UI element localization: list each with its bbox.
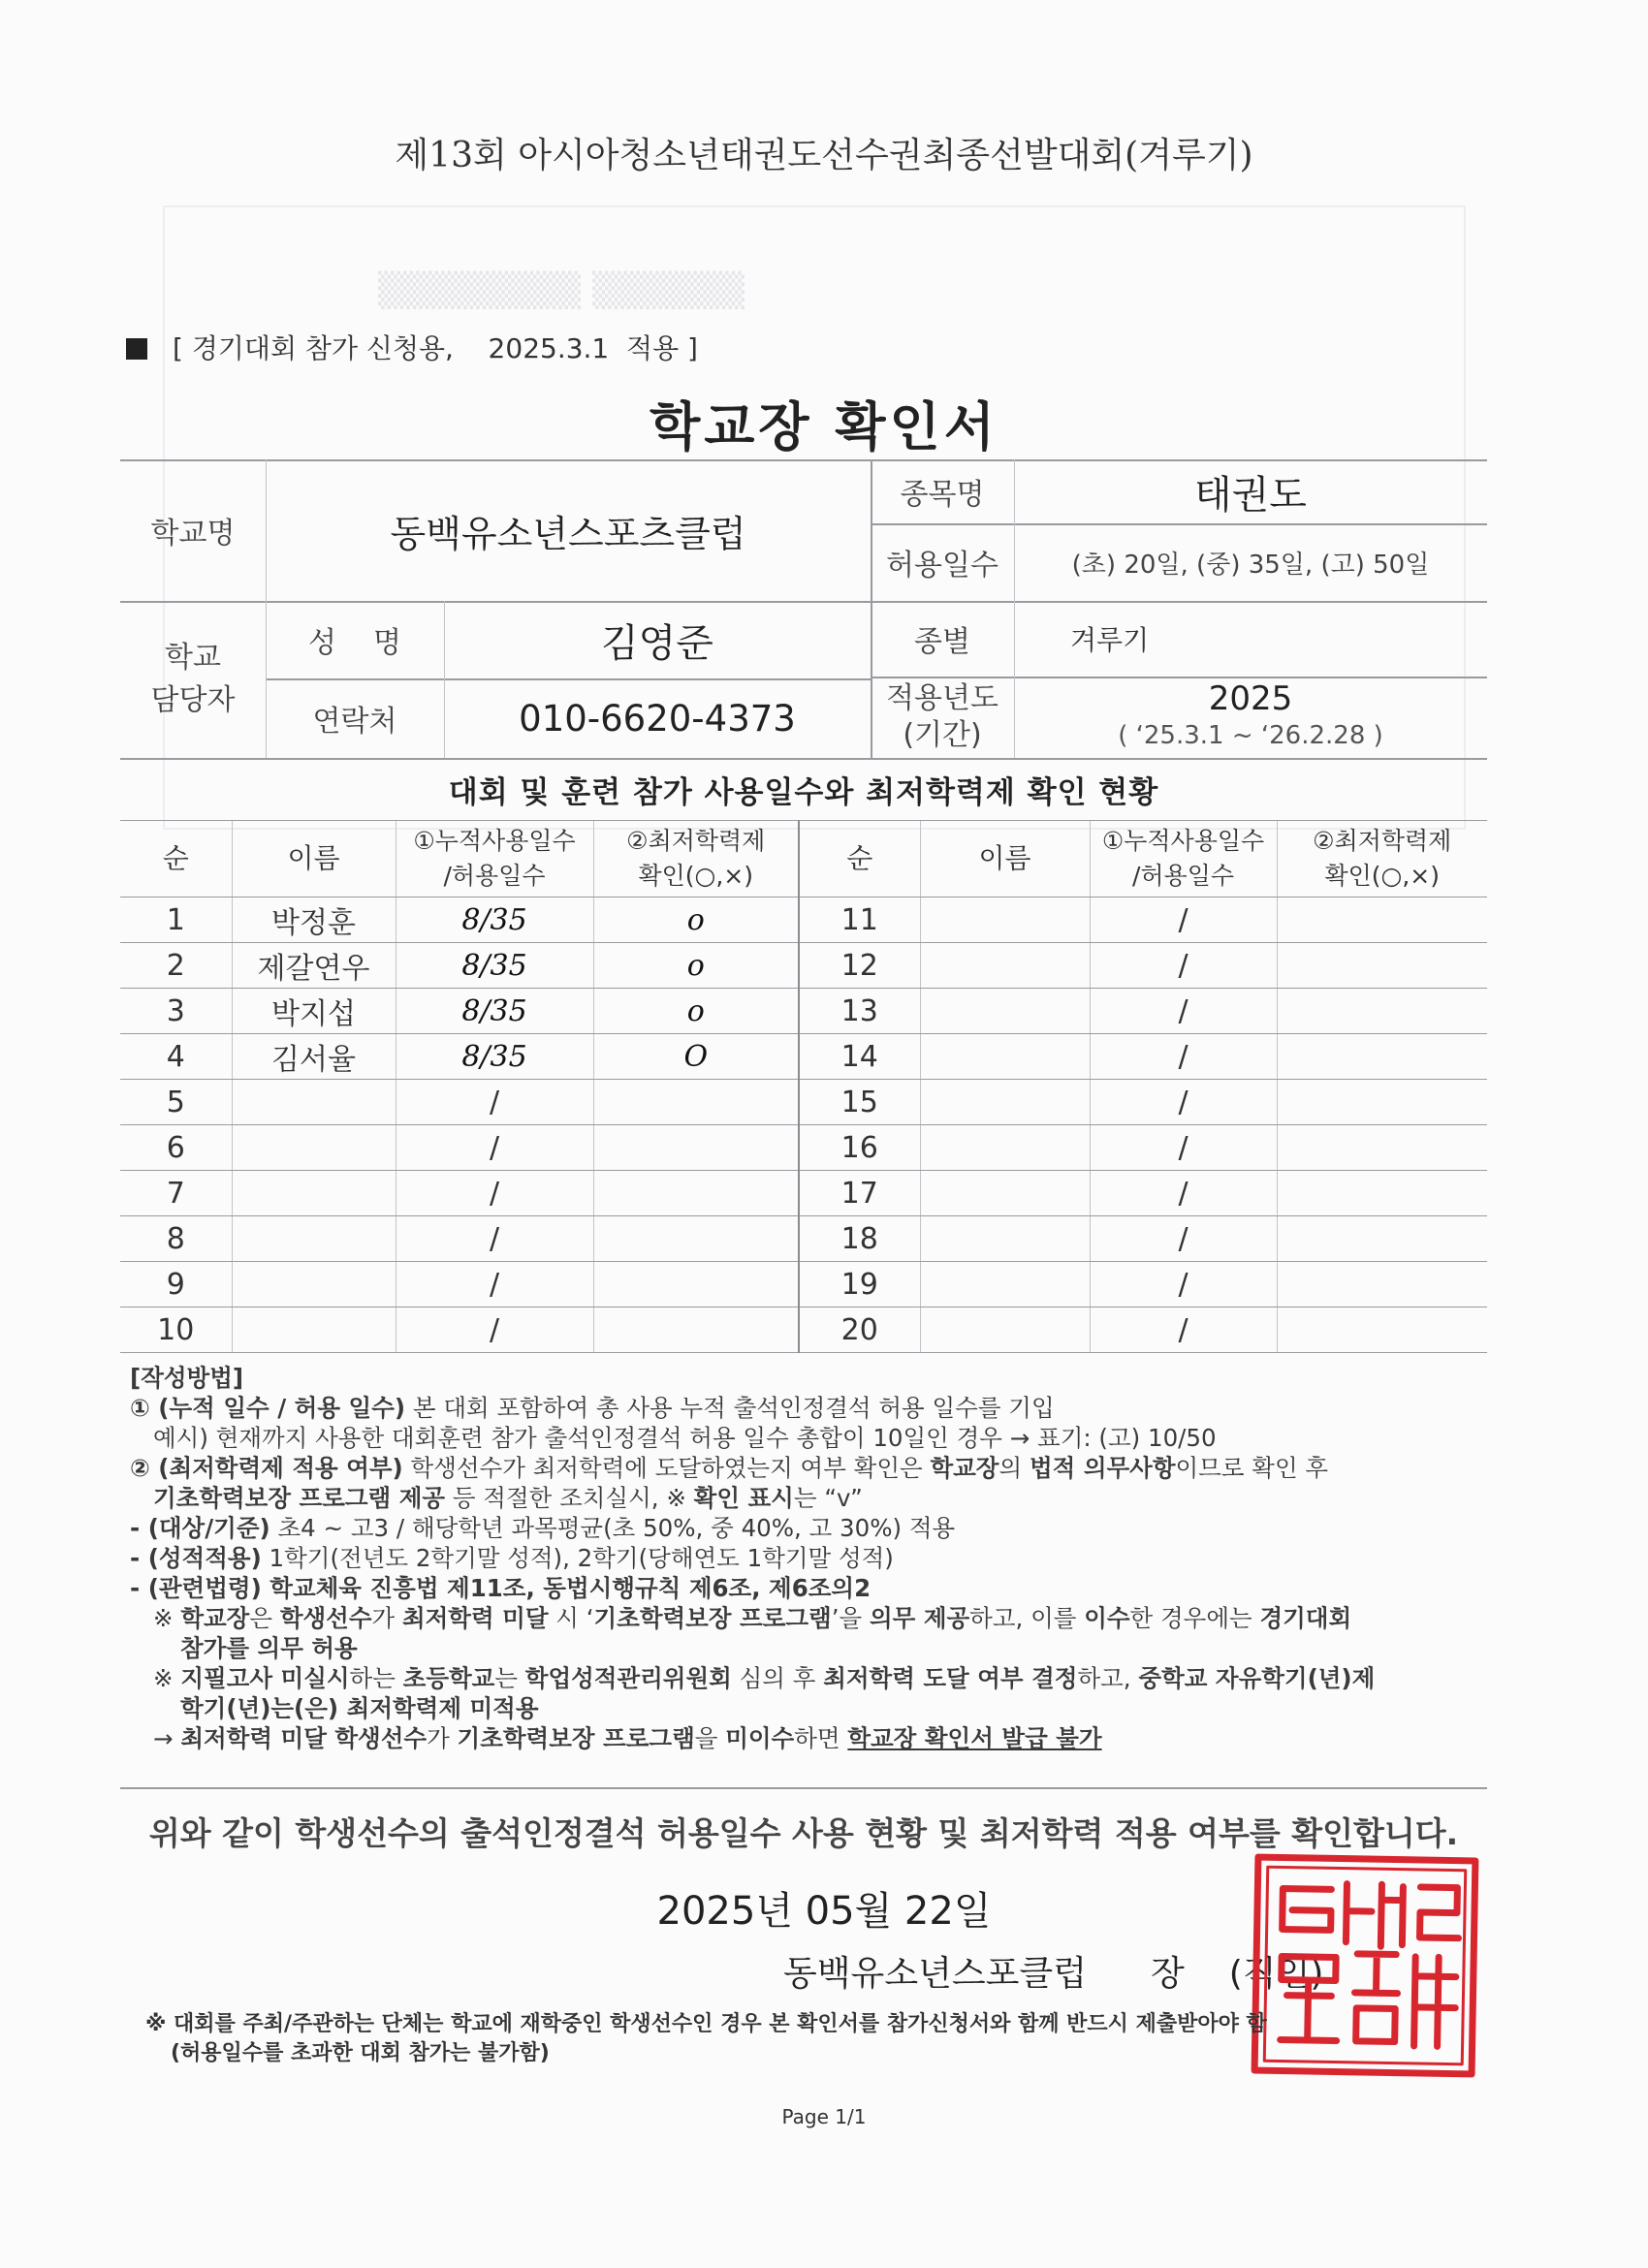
instruction-bold: 학업성적관리위원회 — [524, 1664, 732, 1692]
instruction-text: 이므로 확인 후 — [1175, 1454, 1329, 1482]
header-days-right-line-1: ①누적사용일수 — [1101, 827, 1265, 855]
row-number-right: 12 — [799, 943, 920, 989]
instruction-bold: 학생선수 — [279, 1604, 372, 1632]
instruction-bold: 학교체육 진흥법 제11조, 동법시행규칙 제6조, 제6조의2 — [261, 1574, 872, 1602]
row-number: 8 — [120, 1216, 232, 1262]
row-name-right — [920, 898, 1090, 943]
row-number-right: 14 — [799, 1034, 920, 1080]
instruction-text: 는 “v” — [793, 1484, 863, 1512]
seal-label: (직인) — [1228, 1954, 1324, 1994]
row-days-right: / — [1090, 943, 1277, 989]
instruction-bold: 중학교 자유학기(년)제 — [1138, 1664, 1376, 1692]
instruction-text: 는 — [494, 1664, 525, 1692]
row-check — [593, 1307, 799, 1353]
row-check: O — [593, 1034, 799, 1080]
row-name: 제갈연우 — [232, 943, 396, 989]
row-check-right — [1277, 1034, 1487, 1080]
instruction-text: ※ — [153, 1664, 181, 1692]
instruction-bold: - (성적적용) — [130, 1544, 262, 1572]
instruction-line-9: 참가를 의무 허용 — [180, 1634, 358, 1662]
row-days: / — [396, 1171, 593, 1216]
instruction-text: 하고, — [1077, 1664, 1139, 1692]
instruction-text: 은 — [249, 1604, 280, 1632]
instruction-text: 학생선수가 최저학력에 도달하였는지 여부 확인은 — [402, 1454, 931, 1482]
row-check-right — [1277, 1171, 1487, 1216]
sport-value: 태권도 — [1194, 472, 1307, 518]
row-number-right: 19 — [799, 1262, 920, 1307]
roster-header-row — [120, 821, 1487, 898]
form-note — [126, 328, 698, 366]
row-check-right — [1277, 1262, 1487, 1307]
row-name-right — [920, 1080, 1090, 1125]
row-check-right — [1277, 989, 1487, 1034]
instruction-bold: 기초학력보장 프로그램 — [593, 1604, 832, 1632]
row-number: 2 — [120, 943, 232, 989]
row-days: / — [396, 1125, 593, 1171]
year-label — [871, 677, 1014, 758]
instruction-line-6 — [130, 1543, 1487, 1573]
header-days-right-line-2: /허용일수 — [1131, 862, 1235, 890]
school-label: 학교명 — [150, 517, 236, 551]
table-row — [120, 1171, 1487, 1216]
header-name: 이름 — [232, 821, 396, 898]
row-number-right: 13 — [799, 989, 920, 1034]
issue-date: 2025년 05월 22일 — [656, 1889, 992, 1934]
row-name-right — [920, 1262, 1090, 1307]
row-days: / — [396, 1080, 593, 1125]
row-days-right: / — [1090, 1307, 1277, 1353]
signer-org: 동백유소년스포클럽 — [783, 1954, 1087, 1994]
row-check: o — [593, 943, 799, 989]
row-name — [232, 1125, 396, 1171]
instruction-bold: 학교장 — [180, 1604, 250, 1632]
table-row — [120, 1125, 1487, 1171]
row-name-right — [920, 1216, 1090, 1262]
row-name-right — [920, 1034, 1090, 1080]
row-name-right — [920, 1171, 1090, 1216]
contact-value: 010-6620-4373 — [519, 697, 796, 740]
instruction-line-1 — [130, 1393, 1487, 1423]
instruction-bold: 의무 제공 — [869, 1604, 970, 1632]
table-row — [120, 1080, 1487, 1125]
instruction-text: 의 — [998, 1454, 1030, 1482]
row-check — [593, 1125, 799, 1171]
row-number-right: 15 — [799, 1080, 920, 1125]
table-row — [120, 1216, 1487, 1262]
instruction-text: 을 — [694, 1724, 726, 1752]
header-days-line-1: ①누적사용일수 — [413, 827, 576, 855]
row-name — [232, 1171, 396, 1216]
square-bullet-icon — [126, 338, 147, 360]
instruction-bold: ① (누적 일수 / 허용 일수) — [130, 1394, 406, 1422]
period-value: ( ‘25.3.1 ~ ‘26.2.28 ) — [1118, 721, 1383, 750]
instruction-bold: 이수 — [1084, 1604, 1130, 1632]
instruction-line-4 — [130, 1483, 1487, 1513]
sport-label: 종목명 — [900, 478, 985, 512]
row-number-right: 20 — [799, 1307, 920, 1353]
instructions-divider — [120, 1787, 1487, 1789]
instruction-text: → — [153, 1724, 181, 1752]
row-name — [232, 1262, 396, 1307]
instruction-bold: 최저학력 미달 학생선수 — [180, 1724, 428, 1752]
row-days: / — [396, 1307, 593, 1353]
instruction-bold: 초등학교 — [402, 1664, 495, 1692]
header-no-right: 순 — [799, 821, 920, 898]
row-check — [593, 1216, 799, 1262]
row-days-right: / — [1090, 1034, 1277, 1080]
instruction-text: 시 ‘ — [548, 1604, 594, 1632]
manager-label-line-1: 학교 — [165, 641, 221, 675]
row-days: / — [396, 1216, 593, 1262]
row-check-right — [1277, 1216, 1487, 1262]
row-number: 5 — [120, 1080, 232, 1125]
table-row — [120, 1262, 1487, 1307]
row-name: 박정훈 — [232, 898, 396, 943]
table-row — [120, 943, 1487, 989]
row-days-right: / — [1090, 1171, 1277, 1216]
bleed-through-text: ▒▒▒▒▒▒▒▒ ▒▒▒▒▒▒ — [378, 271, 745, 310]
table-row — [120, 1034, 1487, 1080]
year-value-block — [1014, 677, 1487, 758]
instruction-line-11: 학기(년)는(은) 최저학력제 미적용 — [180, 1694, 539, 1722]
instruction-text: 본 대회 포함하여 총 사용 누적 출석인정결석 허용 일수를 기입 — [405, 1394, 1055, 1422]
row-name — [232, 1307, 396, 1353]
instruction-bold: 최저학력 미달 — [401, 1604, 549, 1632]
row-number: 1 — [120, 898, 232, 943]
row-days-right: / — [1090, 1216, 1277, 1262]
row-days: 8/35 — [396, 989, 593, 1034]
instruction-line-8 — [130, 1603, 1487, 1633]
signer-block — [783, 1946, 1323, 1996]
instruction-bold: 확인 표시 — [693, 1484, 794, 1512]
row-check — [593, 1080, 799, 1125]
row-check-right — [1277, 1307, 1487, 1353]
roster-table — [120, 820, 1487, 1353]
name-label: 성 명 — [307, 626, 402, 660]
row-days-right: / — [1090, 1080, 1277, 1125]
contact-label: 연락처 — [312, 705, 397, 739]
row-check-right — [1277, 943, 1487, 989]
row-check — [593, 1262, 799, 1307]
row-days: 8/35 — [396, 943, 593, 989]
instruction-line-3 — [130, 1453, 1487, 1483]
row-number-right: 11 — [799, 898, 920, 943]
row-name-right — [920, 1125, 1090, 1171]
header-check-line-1: ②최저학력제 — [626, 827, 766, 855]
roster-title: 대회 및 훈련 참가 사용일수와 최저학력제 확인 현황 — [448, 775, 1159, 810]
form-note-text: [ 경기대회 참가 신청용, 2025.3.1 적용 ] — [173, 332, 698, 364]
row-days-right: / — [1090, 1125, 1277, 1171]
row-check: o — [593, 989, 799, 1034]
instructions-heading: [작성방법] — [130, 1364, 244, 1392]
row-number: 9 — [120, 1262, 232, 1307]
instruction-text: 하는 — [349, 1664, 403, 1692]
instruction-line-5 — [130, 1513, 1487, 1543]
footnote — [145, 2010, 1483, 2068]
header-check-right-line-2: 확인(○,×) — [1324, 862, 1440, 890]
footnote-line-1: ※ 대회를 주최/주관하는 단체는 학교에 재학중인 학생선수인 경우 본 확인서를 참가신청서와 함께 반드시 제출받아야 함 — [145, 2012, 1267, 2036]
table-row — [120, 989, 1487, 1034]
row-name — [232, 1080, 396, 1125]
row-name-right — [920, 943, 1090, 989]
manager-label-line-2: 담당자 — [150, 683, 236, 717]
instruction-text: 한 경우에는 — [1129, 1604, 1260, 1632]
instruction-bold: 지필고사 미실시 — [180, 1664, 350, 1692]
row-days: / — [396, 1262, 593, 1307]
row-number: 7 — [120, 1171, 232, 1216]
instruction-text: 1학기(전년도 2학기말 성적), 2학기(당해연도 1학기말 성적) — [261, 1544, 894, 1572]
instruction-text: 하면 — [794, 1724, 848, 1752]
instruction-line-10 — [130, 1663, 1487, 1693]
instruction-text: 가 — [371, 1604, 402, 1632]
row-name-right — [920, 1307, 1090, 1353]
footnote-line-2: (허용일수를 초과한 대회 참가는 불가함) — [171, 2041, 550, 2065]
header-check-line-2: 확인(○,×) — [638, 862, 753, 890]
header-check-right — [1277, 821, 1487, 898]
instruction-bold: 기초학력보장 프로그램 — [457, 1724, 695, 1752]
row-check-right — [1277, 1080, 1487, 1125]
instruction-text: 심의 후 — [731, 1664, 824, 1692]
manager-label — [120, 601, 266, 758]
school-name: 동백유소년스포츠클럽 — [390, 512, 746, 555]
instruction-text: 가 — [427, 1724, 458, 1752]
row-days-right: / — [1090, 898, 1277, 943]
row-days-right: / — [1090, 989, 1277, 1034]
allowed-days-label: 허용일수 — [886, 549, 998, 583]
row-number: 4 — [120, 1034, 232, 1080]
row-check-right — [1277, 1125, 1487, 1171]
signer-rank: 장 — [1150, 1954, 1185, 1994]
instruction-bold: ② (최저학력제 적용 여부) — [130, 1454, 403, 1482]
instruction-bold: 학교장 — [930, 1454, 999, 1482]
row-check — [593, 1171, 799, 1216]
table-row — [120, 898, 1487, 943]
instruction-text: ※ — [153, 1604, 181, 1632]
instruction-text: 초4 ~ 고3 / 해당학년 과목평균(초 50%, 중 40%, 고 30%) 적용 — [269, 1514, 956, 1542]
table-row — [120, 1307, 1487, 1353]
header-check — [593, 821, 799, 898]
year-label-line-2: (기간) — [903, 718, 982, 752]
instruction-bold: 경기대회 — [1259, 1604, 1352, 1632]
manager-name: 김영준 — [601, 620, 713, 666]
header-no: 순 — [120, 821, 232, 898]
row-days: 8/35 — [396, 1034, 593, 1080]
row-number: 6 — [120, 1125, 232, 1171]
page-number: Page 1/1 — [781, 2105, 867, 2128]
row-name-right — [920, 989, 1090, 1034]
row-days-right: / — [1090, 1262, 1277, 1307]
row-number-right: 17 — [799, 1171, 920, 1216]
type-value: 겨루기 — [1070, 624, 1150, 656]
instruction-line-7 — [130, 1573, 1487, 1603]
year-value: 2025 — [1208, 679, 1293, 718]
row-days: 8/35 — [396, 898, 593, 943]
confirm-statement: 위와 같이 학생선수의 출석인정결석 허용일수 사용 현황 및 최저학력 적용 여부를 확인합니다. — [148, 1814, 1459, 1852]
event-title: 제13회 아시아청소년태권도선수권최종선발대회(겨루기) — [395, 136, 1253, 175]
header-name-right: 이름 — [920, 821, 1090, 898]
header-days-line-2: /허용일수 — [443, 862, 546, 890]
header-days — [396, 821, 593, 898]
instruction-bold: 기초학력보장 프로그램 제공 — [153, 1484, 446, 1512]
row-check: o — [593, 898, 799, 943]
instruction-bold: - (관련법령) — [130, 1574, 262, 1602]
header-days-right — [1090, 821, 1277, 898]
allowed-days-value: (초) 20일, (중) 35일, (고) 50일 — [1071, 550, 1430, 580]
row-number-right: 16 — [799, 1125, 920, 1171]
instruction-line-2: 예시) 현재까지 사용한 대회훈련 참가 출석인정결석 허용 일수 총합이 10일인 경우 → 표기: (고) 10/50 — [153, 1424, 1217, 1452]
instruction-line-12 — [130, 1723, 1487, 1753]
instruction-bold: 법적 의무사항 — [1029, 1454, 1176, 1482]
document-title: 학교장 확인서 — [650, 396, 998, 457]
row-number: 3 — [120, 989, 232, 1034]
instructions — [130, 1363, 1487, 1753]
instruction-bold: - (대상/기준) — [130, 1514, 270, 1542]
info-table — [120, 459, 1487, 760]
instruction-bold: 미이수 — [725, 1724, 795, 1752]
instruction-text: 하고, 이를 — [969, 1604, 1085, 1632]
row-number-right: 18 — [799, 1216, 920, 1262]
header-check-right-line-1: ②최저학력제 — [1313, 827, 1452, 855]
year-label-line-1: 적용년도 — [886, 681, 998, 715]
instruction-bold-underlined: 학교장 확인서 발급 불가 — [847, 1724, 1102, 1752]
instruction-bold: 최저학력 도달 여부 결정 — [823, 1664, 1078, 1692]
type-label: 종별 — [914, 625, 970, 659]
row-check-right — [1277, 898, 1487, 943]
row-name: 박지섭 — [232, 989, 396, 1034]
instruction-text: ’을 — [831, 1604, 870, 1632]
row-name: 김서율 — [232, 1034, 396, 1080]
row-name — [232, 1216, 396, 1262]
instruction-text: 등 적절한 조치실시, ※ — [445, 1484, 694, 1512]
row-number: 10 — [120, 1307, 232, 1353]
